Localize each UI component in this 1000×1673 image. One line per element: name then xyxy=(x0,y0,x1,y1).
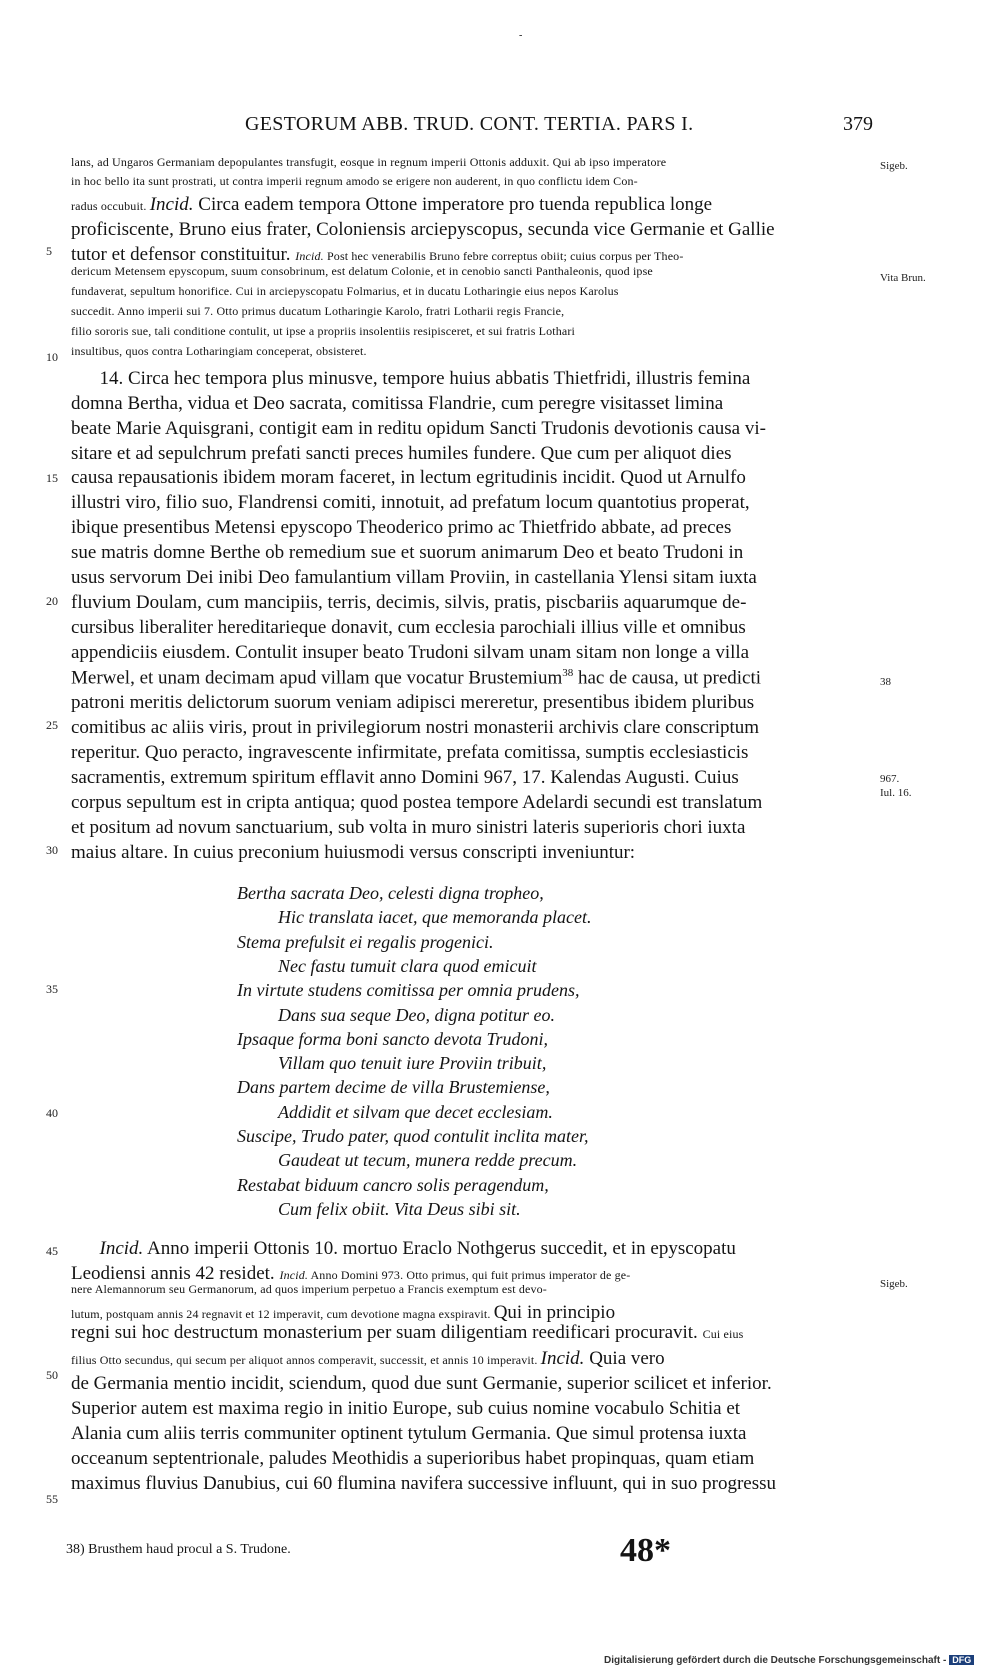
text-line xyxy=(71,1398,874,1420)
line-number: 55 xyxy=(46,1492,58,1506)
text-segment: fundaverat, sepultum honorifice. Cui in arciepyscopatu Folmarius, et in ducatu Lotharingie eius nepos Karolus xyxy=(71,284,619,298)
text-segment: domna Bertha, vidua et Deo sacrata, comitissa Flandrie, cum peregre visitasset limina xyxy=(71,393,724,414)
text-segment: Incid. xyxy=(540,1348,585,1369)
text-line xyxy=(71,842,874,864)
text-segment xyxy=(71,1238,100,1259)
running-header xyxy=(0,113,1000,139)
margin-note: 967. xyxy=(880,773,900,785)
text-segment: regni sui hoc destructum monasterium per suam diligentiam reedificari procuravit. xyxy=(71,1322,703,1343)
text-segment: cursibus liberaliter hereditarieque donavit, cum ecclesia parochiali illius ville et omnibus xyxy=(71,617,746,638)
page-number: 379 xyxy=(843,113,873,135)
text-line xyxy=(71,174,874,189)
text-line xyxy=(71,1473,874,1495)
line-number: 5 xyxy=(46,244,52,258)
text-line xyxy=(71,542,874,564)
line-number: 25 xyxy=(46,718,58,732)
text-segment: in hoc bello ita sunt prostrati, ut contra imperii regnum amodo se erigere non auderent, in quo conflictu idem Con- xyxy=(71,174,638,188)
text-segment: illustri viro, filio suo, Flandrensi comiti, innotuit, ad prefatum locum quantotius properat, xyxy=(71,492,750,513)
text-segment: Qui in principio xyxy=(493,1302,616,1323)
text-segment: maximus fluvius Danubius, cui 60 flumina navifera successive influunt, qui in suo progressu xyxy=(71,1473,776,1494)
line-number: 50 xyxy=(46,1368,58,1382)
text-line xyxy=(71,324,874,339)
text-segment: lans, ad Ungaros Germaniam depopulantes transfugit, eosque in regnum imperii Ottonis adduxit. Qui ab ipso imperatore xyxy=(71,155,667,169)
text-line xyxy=(71,1322,874,1344)
text-line xyxy=(71,592,874,614)
line-number: 30 xyxy=(46,843,58,857)
text-segment: lutum, postquam annis 24 regnavit et 12 imperavit, cum devotione magna exspiravit. xyxy=(71,1307,494,1321)
text-segment: maius altare. In cuius preconium huiusmodi versus conscripti inveniuntur: xyxy=(71,842,636,863)
verse-line: In virtute studens comitissa per omnia prudens, xyxy=(237,980,580,1000)
verse-line: Stema prefulsit ei regalis progenici. xyxy=(237,932,494,952)
text-segment: Circa eadem tempora Ottone imperatore pro tuenda republica longe xyxy=(193,194,713,215)
text-segment: appendiciis eiusdem. Contulit insuper beato Trudoni silvam unam sitam non longe a villa xyxy=(71,642,750,663)
footnote: 38) Brusthem haud procul a S. Trudone. xyxy=(66,1542,291,1557)
text-line xyxy=(71,1302,874,1324)
dfg-credit xyxy=(604,1655,974,1666)
text-line xyxy=(71,393,874,415)
text-segment: Leodiensi annis 42 residet. xyxy=(71,1263,280,1284)
text-line xyxy=(71,1348,874,1370)
text-segment: 38 xyxy=(562,667,574,679)
verse-line: Ipsaque forma boni sancto devota Trudoni, xyxy=(237,1029,548,1049)
margin-note: Vita Brun. xyxy=(880,272,926,284)
text-segment: patroni meritis delictorum suorum veniam adipisci mereretur, presentibus ibidem pluribus xyxy=(71,692,755,713)
running-title: GESTORUM ABB. TRUD. CONT. TERTIA. PARS I. xyxy=(245,113,694,135)
line-number: 40 xyxy=(46,1106,58,1120)
text-line xyxy=(71,467,874,489)
text-line xyxy=(71,1282,874,1297)
text-line xyxy=(71,443,874,465)
line-number: 15 xyxy=(46,471,58,485)
text-segment: Incid. xyxy=(279,1268,308,1282)
text-segment: hac de causa, ut predicti xyxy=(573,667,762,689)
text-segment: succedit. Anno imperii sui 7. Otto primus ducatum Lotharingie Karolo, fratri Lotharii regis Francie, xyxy=(71,304,565,318)
text-segment: Post hec venerabilis Bruno febre correptus obiit; cuius corpus per Theo- xyxy=(323,249,684,263)
verse-line: Suscipe, Trudo pater, quod contulit inclita mater, xyxy=(237,1126,589,1146)
text-segment: Alania cum aliis terris communiter optinent tytulum Germania. Que simul protensa iuxta xyxy=(71,1423,747,1444)
text-line xyxy=(71,817,874,839)
text-segment: filio sororis sue, tali conditione contulit, ut ipse a propriis insolentiis resipisceret, et sui fratris Lothari xyxy=(71,324,576,338)
verse-line: Nec fastu tumuit clara quod emicuit xyxy=(278,956,537,976)
text-segment: Anno imperii Ottonis 10. mortuo Eraclo Nothgerus succedit, et in epyscopatu xyxy=(143,1238,736,1259)
text-segment: Incid. xyxy=(295,249,324,263)
dfg-logo-icon: DFG xyxy=(949,1655,974,1665)
verse-line: Dans sua seque Deo, digna potitur eo. xyxy=(278,1005,555,1025)
text-line xyxy=(71,368,874,390)
line-number: 45 xyxy=(46,1244,58,1258)
text-segment: Anno Domini 973. Otto primus, qui fuit primus imperator de ge- xyxy=(308,1268,631,1282)
text-segment: Merwel, et unam decimam apud villam que vocatur Brustemium xyxy=(71,667,563,689)
verse-line: Dans partem decime de villa Brustemiense, xyxy=(237,1077,550,1097)
text-segment: causa repausationis ibidem moram faceret, in lectum egritudinis incidit. Quod ut Arnulfo xyxy=(71,467,746,488)
margin-note: Iul. 16. xyxy=(880,787,912,799)
verse-line: Restabat biduum cancro solis peragendum, xyxy=(237,1175,549,1195)
text-segment: 14. Circa hec tempora plus minusve, tempore huius abbatis Thietfridi, illustris femina xyxy=(71,368,751,389)
text-line xyxy=(71,1423,874,1445)
text-segment: fluvium Doulam, cum mancipiis, terris, decimis, silvis, pratis, piscbariis aquarumque de- xyxy=(71,592,747,613)
text-segment: comitibus ac aliis viris, prout in privilegiorum nostri monasterii archivis clare conscriptum xyxy=(71,717,760,738)
text-line xyxy=(71,264,874,279)
text-line xyxy=(71,767,874,789)
text-line xyxy=(71,742,874,764)
line-number: 20 xyxy=(46,594,58,608)
text-segment: dericum Metensem epyscopum, suum consobrinum, est delatum Colonie, et in cenobio sancti Panthaleonis, quod ipse xyxy=(71,264,653,278)
dfg-credit-text: Digitalisierung gefördert durch die Deutsche Forschungsgemeinschaft - xyxy=(604,1655,947,1666)
text-line xyxy=(71,692,874,714)
verse-line: Hic translata iacet, que memoranda placet. xyxy=(278,907,592,927)
text-segment: sacramentis, extremum spiritum efflavit anno Domini 967, 17. Kalendas Augusti. Cuius xyxy=(71,767,739,788)
text-line xyxy=(71,194,874,216)
text-segment: tutor et defensor constituitur. xyxy=(71,244,296,265)
text-segment: filius Otto secundus, qui secum per aliquot annos comperavit, successit, et annis 10 imperavit. xyxy=(71,1353,541,1367)
text-line xyxy=(71,792,874,814)
text-segment: radus occubuit. xyxy=(71,199,150,213)
verse-line: Cum felix obiit. Vita Deus sibi sit. xyxy=(278,1199,521,1219)
text-line xyxy=(71,492,874,514)
text-line xyxy=(71,418,874,440)
text-line xyxy=(71,219,874,241)
verse-line: Addidit et silvam que decet ecclesiam. xyxy=(278,1102,553,1122)
text-segment: insultibus, quos contra Lotharingiam conceperat, obsisteret. xyxy=(71,344,367,358)
text-segment: sitare et ad sepulchrum prefati sancti preces humiles fundere. Que cum per aliquot dies xyxy=(71,443,732,464)
text-line xyxy=(71,1238,874,1260)
text-line xyxy=(71,304,874,319)
text-line xyxy=(71,667,874,689)
text-segment: ibique presentibus Metensi epyscopo Theoderico primo ac Thietfrido abbate, ad preces xyxy=(71,517,732,538)
text-line xyxy=(71,617,874,639)
margin-note: Sigeb. xyxy=(880,160,908,172)
text-segment: sue matris domne Berthe ob remedium sue et suorum animarum Deo et beato Trudoni in xyxy=(71,542,744,563)
line-number: 10 xyxy=(46,350,58,364)
text-segment: proficiscente, Bruno eius frater, Coloniensis arciepyscopus, secunda vice Germanie et Gallie xyxy=(71,219,775,240)
top-mark: - xyxy=(519,30,523,41)
text-segment: Superior autem est maxima regio in initio Europe, sub cuius nomine vocabulo Schitia et xyxy=(71,1398,741,1419)
text-segment: de Germania mentio incidit, sciendum, quod due sunt Germanie, superior scilicet et inferior. xyxy=(71,1373,772,1394)
verse-line: Bertha sacrata Deo, celesti digna tropheo, xyxy=(237,883,544,903)
text-line xyxy=(71,642,874,664)
text-segment: corpus sepultum est in cripta antiqua; quod postea tempore Adelardi secundi est translatum xyxy=(71,792,763,813)
line-number: 35 xyxy=(46,982,58,996)
text-line xyxy=(71,1373,874,1395)
text-segment: Cui eius xyxy=(702,1327,744,1341)
verse-line: Gaudeat ut tecum, munera redde precum. xyxy=(278,1150,578,1170)
text-segment: Incid. xyxy=(99,1238,144,1259)
text-segment: Quia vero xyxy=(584,1348,665,1369)
text-segment: nere Alemannorum seu Germanorum, ad quos imperium perpetuo a Francis exemptum est devo- xyxy=(71,1282,547,1296)
text-line xyxy=(71,155,874,170)
text-line xyxy=(71,717,874,739)
text-segment: et positum ad novum sanctuarium, sub volta in muro sinistri lateris superioris chori iuxta xyxy=(71,817,746,838)
text-segment: Incid. xyxy=(149,194,194,215)
text-segment: usus servorum Dei inibi Deo famulantium villam Proviin, in castellania Ylensi sitam iuxta xyxy=(71,567,757,588)
text-segment: occeanum septentrionale, paludes Meothidis a superioribus habet propinquas, quam etiam xyxy=(71,1448,755,1469)
margin-note: 38 xyxy=(880,676,891,688)
text-line xyxy=(71,1448,874,1470)
text-segment: beate Marie Aquisgrani, contigit eam in reditu opidum Sancti Trudonis devotionis causa vi- xyxy=(71,418,766,439)
margin-note: Sigeb. xyxy=(880,1278,908,1290)
signature-mark: 48* xyxy=(620,1532,671,1569)
text-line xyxy=(71,517,874,539)
text-line xyxy=(71,244,874,266)
verse-line: Villam quo tenuit iure Proviin tribuit, xyxy=(278,1053,547,1073)
text-line xyxy=(71,344,874,359)
text-line xyxy=(71,567,874,589)
text-segment: reperitur. Quo peracto, ingravescente infirmitate, prefata comitissa, sumptis ecclesiasticis xyxy=(71,742,749,763)
text-line xyxy=(71,284,874,299)
